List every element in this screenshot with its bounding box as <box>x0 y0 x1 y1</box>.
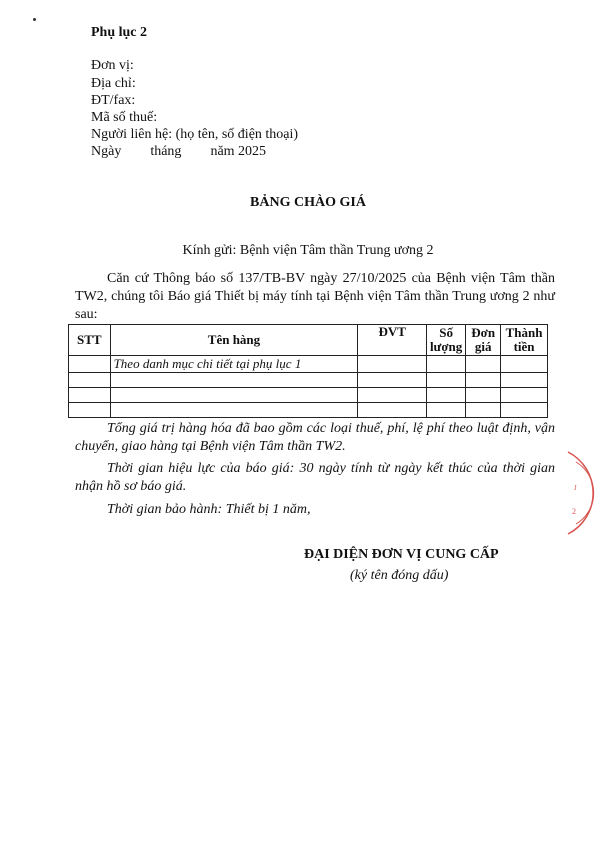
scan-dot <box>33 18 36 21</box>
field-address: Địa chỉ: <box>91 76 136 91</box>
header-name: Tên hàng <box>110 325 358 356</box>
cell-name <box>110 388 358 403</box>
field-tax-code: Mã số thuế: <box>91 110 158 125</box>
table-row <box>69 373 548 388</box>
cell-qty <box>426 373 465 388</box>
date-year: năm 2025 <box>210 144 267 159</box>
doc-title: BẢNG CHÀO GIÁ <box>250 195 366 210</box>
cell-unit <box>358 388 427 403</box>
svg-text:J: J <box>574 484 577 492</box>
table-header-row <box>69 325 548 356</box>
header-unit: ĐVT <box>358 325 427 356</box>
cell-total <box>501 356 548 373</box>
cell-total <box>501 373 548 388</box>
appendix-title: Phụ lục 2 <box>91 25 148 40</box>
cell-name <box>110 373 358 388</box>
cell-price <box>466 388 501 403</box>
field-contact: Người liên hệ: (họ tên, số điện thoại) <box>91 127 299 142</box>
cell-unit <box>358 403 427 418</box>
cell-price <box>466 403 501 418</box>
cell-qty <box>426 403 465 418</box>
header-qty-line1: Số <box>439 325 453 340</box>
signature-subtitle: (ký tên đóng dấu) <box>350 568 449 583</box>
cell-stt <box>69 388 111 403</box>
field-phone-fax: ĐT/fax: <box>91 93 136 108</box>
header-price-line1: Đơn <box>471 325 496 340</box>
red-stamp-icon <box>560 448 600 538</box>
cell-price <box>466 373 501 388</box>
header-total-line2: tiền <box>513 339 535 354</box>
header-price-line2: giá <box>474 339 492 354</box>
recipient: Kính gửi: Bệnh viện Tâm thần Trung ương 2 <box>182 243 434 258</box>
cell-unit <box>358 356 427 373</box>
signature-title: ĐẠI DIỆN ĐƠN VỊ CUNG CẤP <box>304 547 499 562</box>
header-qty <box>426 325 465 356</box>
cell-name: Theo danh mục chi tiết tại phụ lục 1 <box>110 356 358 373</box>
cell-qty <box>426 356 465 373</box>
intro-paragraph: Căn cứ Thông báo số 137/TB-BV ngày 27/10/2025 của Bệnh viện Tâm thần TW2, chúng tôi Báo giá Thiết bị máy tính tại Bệnh viện Tâm thần Trung ương 2 như sau: <box>75 271 555 322</box>
quote-table <box>68 324 548 418</box>
field-date <box>91 144 266 160</box>
cell-stt <box>69 356 111 373</box>
validity-note: Thời gian hiệu lực của báo giá: 30 ngày tính từ ngày kết thúc của thời gian nhận hồ sơ báo giá. <box>75 461 555 494</box>
cell-unit <box>358 373 427 388</box>
svg-text:2: 2 <box>572 507 576 516</box>
cell-stt <box>69 403 111 418</box>
cell-stt <box>69 373 111 388</box>
cell-price <box>466 356 501 373</box>
cell-total <box>501 388 548 403</box>
field-unit: Đơn vị: <box>91 58 134 73</box>
table-row <box>69 356 548 373</box>
date-day: Ngày <box>91 144 122 159</box>
header-total <box>501 325 548 356</box>
cell-name <box>110 403 358 418</box>
warranty-note: Thời gian bảo hành: Thiết bị 1 năm, <box>107 502 311 517</box>
table-row <box>69 388 548 403</box>
header-qty-line2: lượng <box>429 339 463 354</box>
date-month: tháng <box>150 144 182 159</box>
header-total-line1: Thành <box>505 325 543 340</box>
total-price-note: Tổng giá trị hàng hóa đã bao gồm các loại thuế, phí, lệ phí theo luật định, vận chuyển, giao hàng tại Bệnh viện Tâm thần TW2. <box>75 421 555 454</box>
header-stt: STT <box>69 325 111 356</box>
table-row <box>69 403 548 418</box>
cell-total <box>501 403 548 418</box>
header-price <box>466 325 501 356</box>
cell-qty <box>426 388 465 403</box>
